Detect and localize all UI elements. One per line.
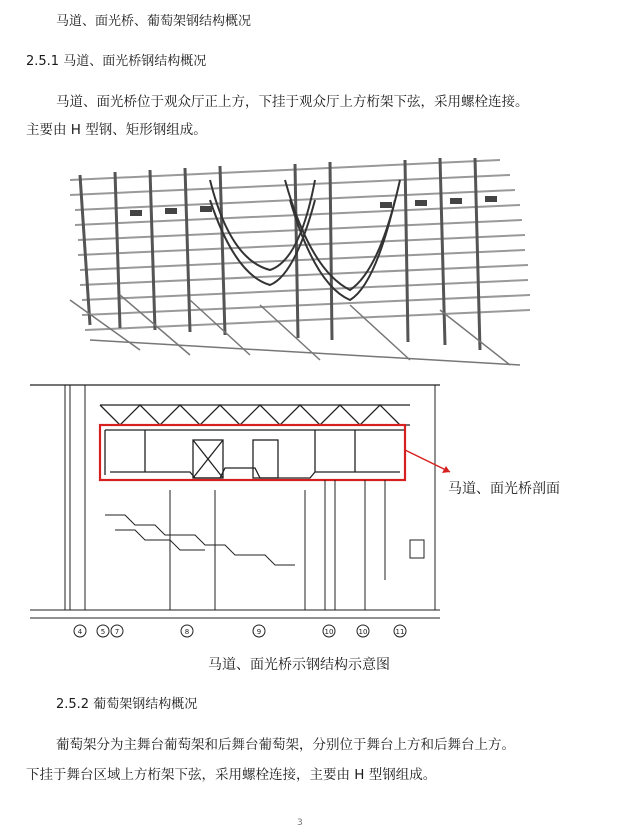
axis-label: 7 [114, 628, 120, 636]
top-heading: 马道、面光桥、葡萄架钢结构概况 [56, 14, 252, 29]
axis-label: 8 [184, 628, 190, 636]
paragraph-2-line-1: 葡萄架分为主舞台葡萄架和后舞台葡萄架，分别位于舞台上方和后舞台上方。 [56, 737, 515, 753]
section-title: 马道、面光桥钢结构概况 [63, 54, 207, 69]
page-number: 3 [297, 818, 303, 828]
axis-label: 10 [358, 628, 368, 636]
axis-label: 5 [100, 628, 106, 636]
section-number: 2.5.2 [56, 697, 90, 712]
paragraph-1-line-1: 马道、面光桥位于观众厅正上方，下挂于观众厅上方桁架下弦，采用螺栓连接。 [56, 94, 529, 110]
paragraph-2-line-2: 下挂于舞台区域上方桁架下弦，采用螺栓连接，主要由 H 型钢组成。 [26, 767, 437, 783]
paragraph-1-line-2: 主要由 H 型钢、矩形钢组成。 [26, 122, 207, 138]
axis-label: 10 [324, 628, 334, 636]
axis-label: 11 [395, 628, 405, 636]
section-drawing [25, 380, 445, 642]
callout-arrow [400, 440, 460, 480]
figure-caption: 马道、面光桥示钢结构示意图 [208, 657, 390, 673]
callout-label: 马道、面光桥剖面 [448, 481, 560, 497]
section-title: 葡萄架钢结构概况 [93, 697, 198, 712]
section-2-5-1-heading [26, 50, 206, 69]
section-2-5-2-heading [56, 693, 197, 712]
axis-label: 9 [256, 628, 262, 636]
section-number: 2.5.1 [26, 54, 60, 69]
3d-steel-structure-image [60, 150, 530, 372]
axis-label: 4 [77, 628, 83, 636]
